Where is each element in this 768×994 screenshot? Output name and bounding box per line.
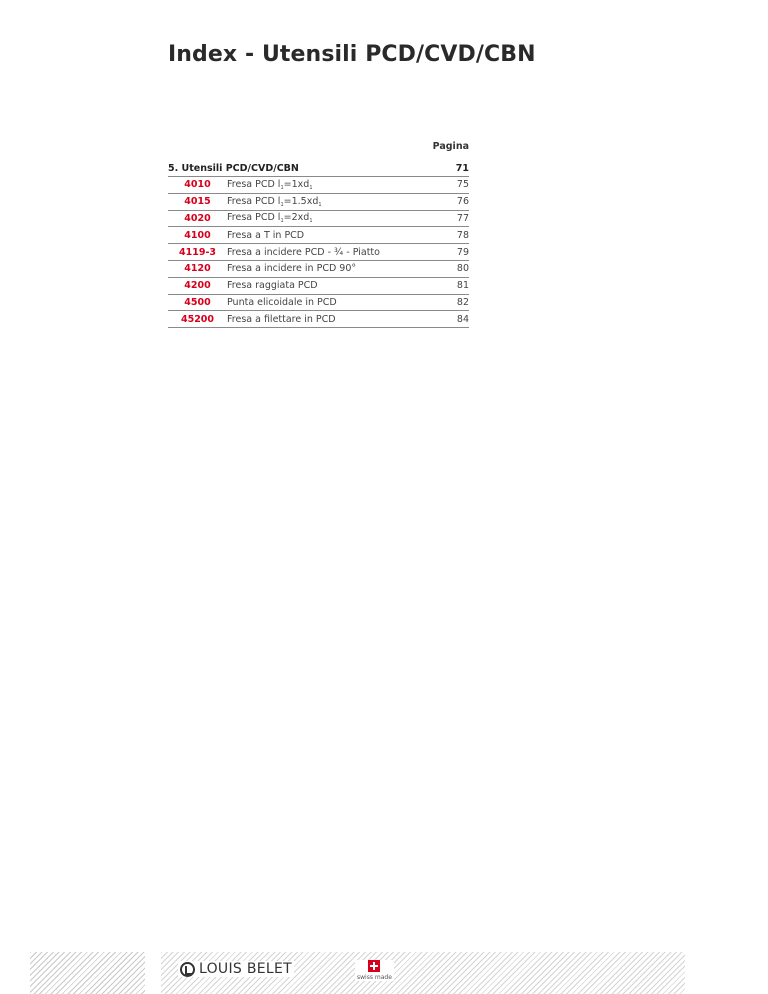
product-description: Fresa PCD $l_1=1xd_1$ bbox=[227, 178, 313, 191]
product-description: Fresa a incidere PCD - ¾ - Piatto bbox=[227, 246, 380, 258]
swiss-flag-icon bbox=[368, 960, 380, 972]
page-number: 81 bbox=[456, 280, 469, 292]
page-number: 75 bbox=[456, 179, 469, 191]
page-number: 76 bbox=[456, 196, 469, 208]
index-row-4015[interactable] bbox=[168, 194, 469, 211]
product-description: Fresa PCD $l_1=1.5xd_1$ bbox=[227, 195, 322, 208]
index-table bbox=[168, 140, 469, 328]
section-row[interactable] bbox=[168, 161, 469, 177]
page-number: 80 bbox=[456, 263, 469, 275]
product-description: Fresa a incidere in PCD 90° bbox=[227, 263, 357, 275]
product-code: 4100 bbox=[184, 229, 211, 241]
index-row-4020[interactable] bbox=[168, 211, 469, 228]
page-number: 77 bbox=[456, 212, 469, 224]
product-code: 45200 bbox=[180, 313, 215, 325]
product-description: Fresa raggiata PCD bbox=[227, 280, 318, 292]
page-number: 84 bbox=[456, 313, 469, 325]
logo-text: LOUIS BELET bbox=[199, 961, 292, 977]
page-number: 78 bbox=[456, 229, 469, 241]
index-row-4100[interactable] bbox=[168, 227, 469, 244]
product-description: Fresa a filettare in PCD bbox=[227, 313, 336, 325]
page-number: 82 bbox=[456, 296, 469, 308]
index-row-4119-3[interactable] bbox=[168, 244, 469, 261]
page-title: Index - Utensili PCD/CVD/CBN bbox=[168, 42, 536, 67]
page-number: 79 bbox=[456, 246, 469, 258]
index-row-4120[interactable] bbox=[168, 261, 469, 278]
section-label: 5. Utensili PCD/CVD/CBN bbox=[168, 163, 299, 174]
index-row-4200[interactable] bbox=[168, 278, 469, 295]
swiss-made-text: swiss made bbox=[357, 974, 392, 981]
product-code: 4500 bbox=[184, 296, 211, 308]
footer-hatch-left bbox=[30, 952, 145, 994]
product-description: Punta elicoidale in PCD bbox=[227, 296, 337, 308]
product-description: Fresa PCD $l_1=2xd_1$ bbox=[227, 212, 313, 225]
page-column-header: Pagina bbox=[432, 141, 469, 152]
product-code: 4010 bbox=[184, 179, 211, 191]
index-row-45200[interactable] bbox=[168, 311, 469, 328]
product-code: 4119-3 bbox=[179, 246, 216, 258]
lb-monogram-icon bbox=[180, 962, 195, 977]
product-description: Fresa a T in PCD bbox=[227, 229, 305, 241]
index-row-4500[interactable] bbox=[168, 295, 469, 312]
section-page: 71 bbox=[455, 163, 469, 174]
index-row-4010[interactable] bbox=[168, 177, 469, 194]
louis-belet-logo bbox=[178, 961, 294, 977]
product-code: 4020 bbox=[184, 212, 211, 224]
product-code: 4120 bbox=[184, 263, 211, 275]
swiss-made-badge bbox=[355, 960, 394, 981]
product-code: 4015 bbox=[184, 196, 211, 208]
product-code: 4200 bbox=[184, 280, 211, 292]
